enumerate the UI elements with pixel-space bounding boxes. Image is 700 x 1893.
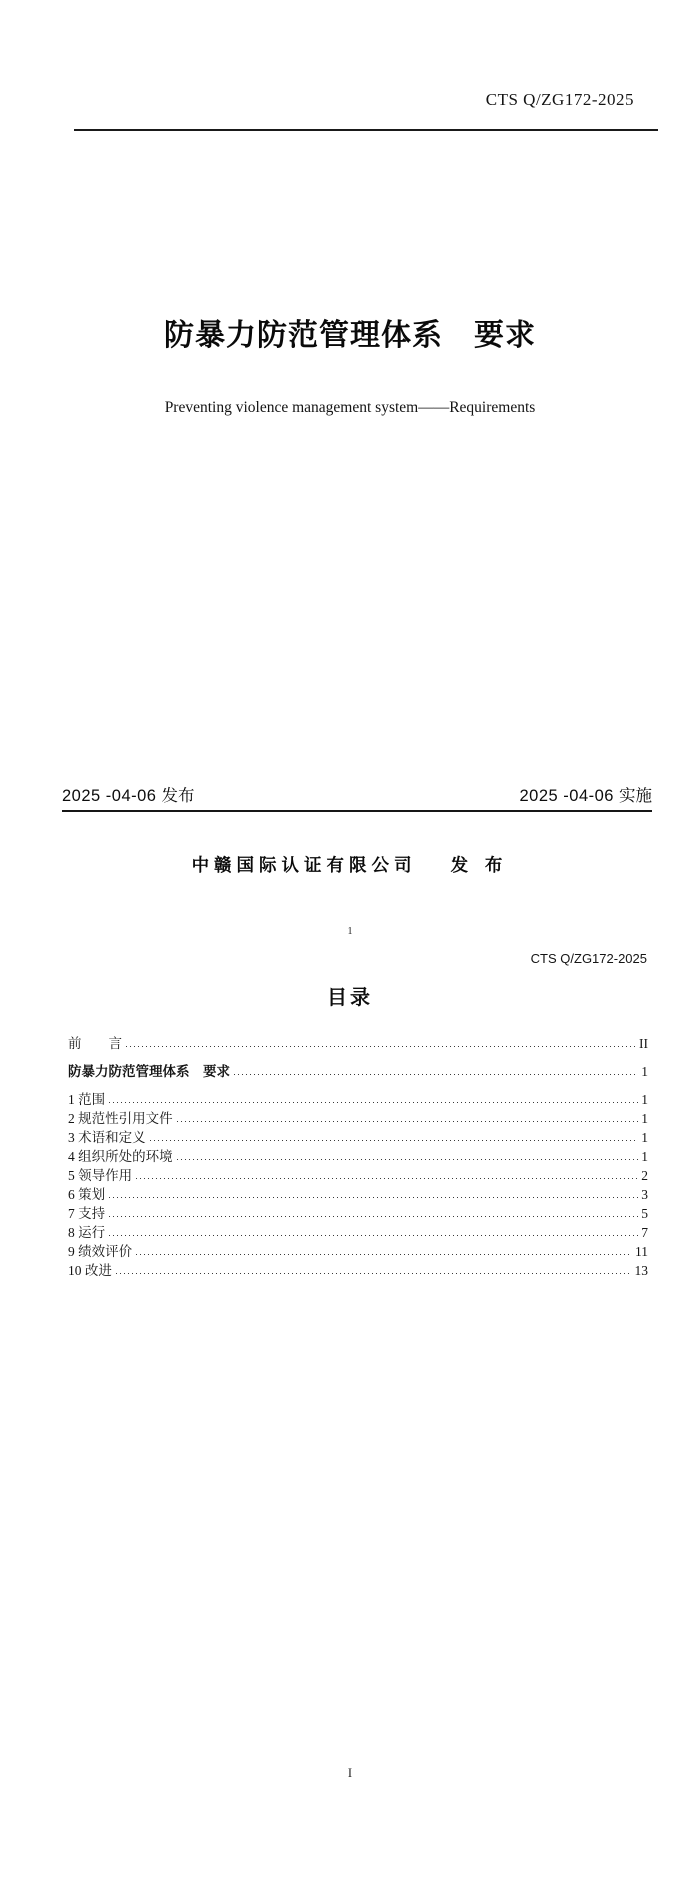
toc-entry-page: 11 [635,1244,648,1259]
toc-entry-page: 3 [641,1187,648,1202]
dot-leader [177,1121,639,1122]
cover-standard-code: CTS Q/ZG172-2025 [485,90,634,109]
cover-page-number: 1 [347,926,353,937]
dot-leader [136,1178,638,1179]
implementation-date-label: 实施 [619,787,652,805]
toc-entry-label: 5 领导作用 [68,1168,133,1183]
toc-entry-terms-definitions [68,1126,648,1145]
document-subtitle-english: Preventing violence management system——Requirements [164,399,536,416]
toc-entry-label: 4 组织所处的环境 [68,1149,173,1164]
toc-entry-planning [68,1183,648,1202]
issue-date-label: 发布 [161,787,195,805]
toc-entry-page: 1 [641,1130,648,1145]
dot-leader [234,1074,638,1075]
implementation-date: 2025 -04-06 [519,787,614,805]
dot-leader [109,1197,638,1198]
dot-leader [150,1140,639,1141]
toc-entry-support [68,1202,648,1221]
dot-leader [136,1254,632,1255]
toc-entry-page: II [639,1036,648,1051]
toc-entry-normative-references [68,1107,648,1126]
toc-entry-operation [68,1221,648,1240]
toc-entry-improvement [68,1259,648,1278]
issue-date: 2025 -04-06 [62,787,157,805]
dot-leader [109,1216,638,1217]
publisher-name: 中赣国际认证有限公司 [191,855,417,875]
dot-leader [109,1102,638,1103]
toc-entry-label: 7 支持 [68,1206,106,1221]
dot-leader [116,1273,632,1274]
toc-entry-label: 前 言 [68,1036,122,1051]
toc-entry-page: 13 [634,1263,648,1278]
toc-entry-page: 1 [641,1149,648,1164]
toc-entry-label: 6 策划 [68,1187,106,1202]
dot-leader [177,1159,639,1160]
toc-entry-foreword [68,1032,648,1051]
publisher-line [0,852,700,877]
publish-label: 发 布 [450,855,509,875]
toc-entry-main-title [68,1060,648,1079]
toc-entry-label: 防暴力防范管理体系 要求 [68,1064,230,1079]
toc-entry-page: 7 [641,1225,648,1240]
toc-entry-page: 2 [641,1168,648,1183]
toc-standard-code: CTS Q/ZG172-2025 [530,951,647,966]
toc-entry-label: 10 改进 [68,1263,112,1278]
dot-leader [109,1235,638,1236]
toc-entry-leadership [68,1164,648,1183]
dot-leader [126,1046,636,1047]
toc-entry-label: 9 绩效评价 [68,1244,133,1259]
implementation-date-group [520,782,653,806]
toc-entry-page: 5 [641,1206,648,1221]
document-title: 防暴力防范管理体系 要求 [164,319,536,352]
toc-entry-context-of-organization [68,1145,648,1164]
toc-entry-performance-evaluation [68,1240,648,1259]
toc-entry-scope [68,1088,648,1107]
toc-page-number: I [347,1766,353,1780]
toc-entry-label: 8 运行 [68,1225,106,1240]
header-rule [74,129,658,131]
table-of-contents [68,1032,648,1278]
issue-implementation-dates [62,782,652,812]
toc-entry-label: 2 规范性引用文件 [68,1111,173,1126]
issue-date-group [62,782,195,806]
toc-entry-page: 1 [641,1111,648,1126]
toc-entry-label: 1 范围 [68,1092,106,1107]
toc-entry-page: 1 [641,1092,648,1107]
toc-entry-label: 3 术语和定义 [68,1130,146,1145]
toc-entry-page: 1 [641,1064,648,1079]
toc-title: 目录 [327,987,373,1009]
